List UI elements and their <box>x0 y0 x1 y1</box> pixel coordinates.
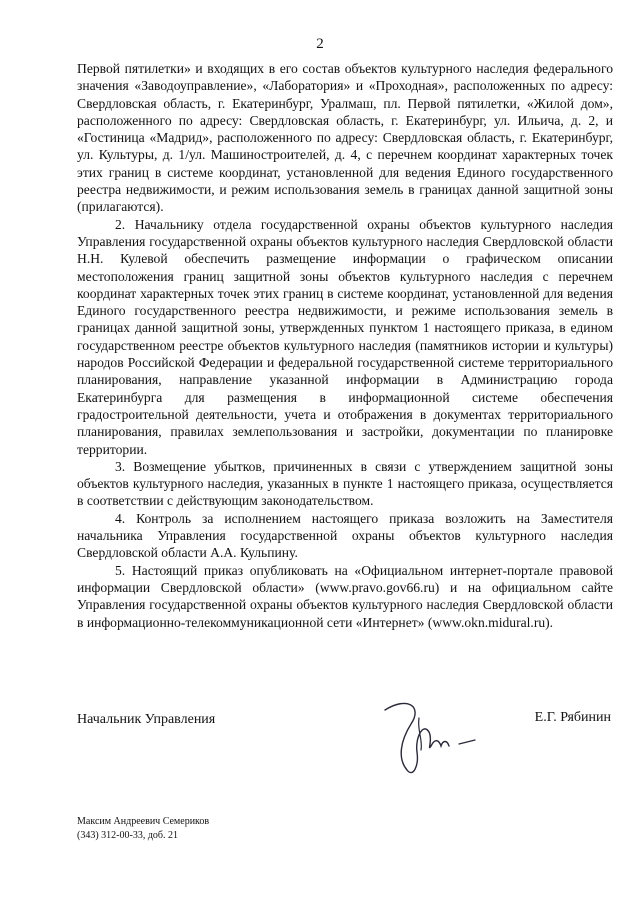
paragraph-item-4: 4. Контроль за исполнением настоящего приказа возложить на Заместителя начальника Управления государственной охраны объектов культурного наследия Свердловской области А.А. Кульпину. <box>77 510 613 561</box>
executor-phone: (343) 312-00-33, доб. 21 <box>77 830 178 841</box>
page-number: 2 <box>316 36 324 52</box>
signatory-name: Е.Г. Рябинин <box>534 710 611 725</box>
paragraph-item-5: 5. Настоящий приказ опубликовать на «Официальном интернет-портале правовой информации Свердловской области» (www.pravo.gov66.ru) и на официальном сайте Управления государственной охраны объектов культурного наследия Свердловской области в информационно-телекоммуникационной сети «Интернет» (www.okn.midural.ru). <box>77 562 613 630</box>
signature-block <box>77 700 613 800</box>
executor-name: Максим Андреевич Семериков <box>77 816 210 827</box>
document-body <box>77 60 613 631</box>
handwritten-signature <box>367 700 487 780</box>
executor-info <box>77 815 209 843</box>
signatory-title: Начальник Управления <box>77 712 216 727</box>
paragraph-continuation: Первой пятилетки» и входящих в его состав объектов культурного наследия федерального значения «Заводоуправление», «Лаборатория» и «Проходная», расположенных по адресу: Свердловская область, г. Екатеринбург, Уралмаш, пл. Первой пятилетки, «Жилой дом», расположенного по адресу: Свердловская область, г. Екатеринбург, ул. Ильича, д. 2, и «Гостиница «Мадрид», расположенного по адресу: Свердловская область, г. Екатеринбург, ул. Культуры, д. 1/ул. Машиностроителей, д. 4, с перечнем координат характерных точек этих границ в системе координат, установленной для ведения Единого государственного реестра недвижимости, и режим использования земель в границах данной защитной зоны (прилагаются). <box>77 61 613 215</box>
paragraph-item-2: 2. Начальнику отдела государственной охраны объектов культурного наследия Управления государственной охраны объектов культурного наследия Свердловской области Н.Н. Кулевой обеспечить размещение информации о графическом описании местоположения границ защитной зоны объектов культурного наследия с перечнем координат характерных точек этих границ в системе координат, установленной для ведения Единого государственного реестра недвижимости, и режиме использования земель в границах данной защитной зоны, утвержденных пунктом 1 настоящего приказа, в едином государственном реестре объектов культурного наследия (памятников истории и культуры) народов Российской Федерации и федеральной государственной системе территориального планирования, направление указанной информации в Администрацию города Екатеринбурга для размещения в информационной системе обеспечения градостроительной деятельности, учета и отображения в документах территориального планирования, правилах землепользования и застройки, документации по планировке территории. <box>77 216 613 457</box>
paragraph-item-3: 3. Возмещение убытков, причиненных в связи с утверждением защитной зоны объектов культурного наследия, указанных в пункте 1 настоящего приказа, осуществляется в соответствии с действующим законодательством. <box>77 458 613 509</box>
